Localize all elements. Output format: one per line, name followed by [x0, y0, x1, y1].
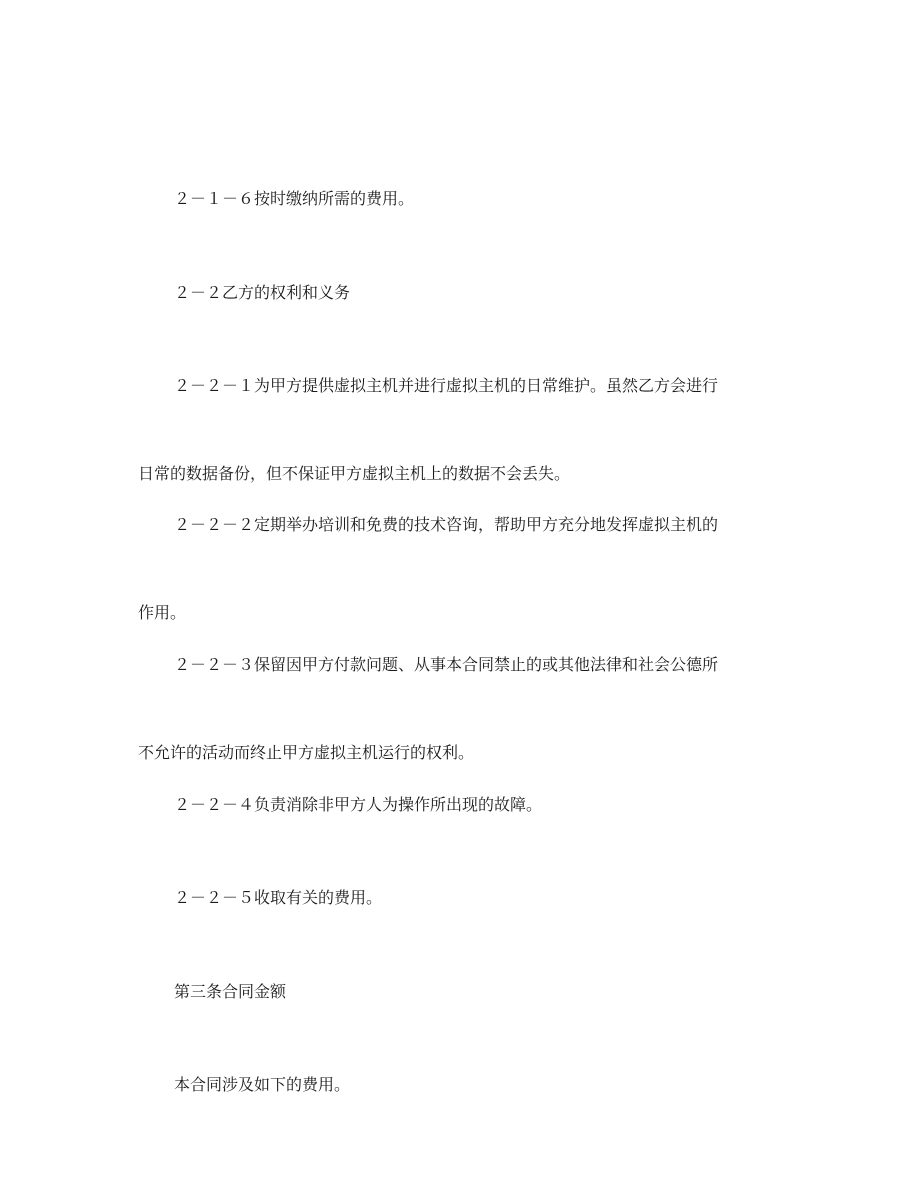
paragraph-2-2-4 — [138, 765, 788, 845]
paragraph-2-1-6 — [138, 159, 788, 239]
paragraph-line: 作用。 — [138, 603, 187, 622]
paragraph-line: ２－２－５收取有关的费用。 — [174, 888, 383, 907]
paragraph-contract-fees — [138, 1045, 788, 1125]
paragraph-line: 不允许的活动而终止甲方虚拟主机运行的权利。 — [138, 743, 475, 762]
section-heading-2-2 — [138, 253, 788, 333]
article-heading-3 — [138, 952, 788, 1032]
paragraph-line: 本合同涉及如下的费用。 — [174, 1075, 351, 1094]
paragraph-line: 日常的数据备份，但不保证甲方虚拟主机上的数据不会丢失。 — [138, 464, 571, 483]
paragraph-line: ２－２－１为甲方提供虚拟主机并进行虚拟主机的日常维护。虽然乙方会进行 — [174, 376, 719, 395]
paragraph-line: 第三条合同金额 — [174, 982, 287, 1001]
paragraph-line: ２－２－３保留因甲方付款问题、从事本合同禁止的或其他法律和社会公德所 — [174, 655, 719, 674]
paragraph-2-2-5 — [138, 858, 788, 938]
paragraph-line: ２－２－２定期举办培训和免费的技术咨询，帮助甲方充分地发挥虚拟主机的 — [174, 515, 719, 534]
paragraph-line: ２－１－６按时缴纳所需的费用。 — [174, 189, 415, 208]
paragraph-line: ２－２乙方的权利和义务 — [174, 283, 351, 302]
paragraph-line: ２－２－４负责消除非甲方人为操作所出现的故障。 — [174, 795, 543, 814]
